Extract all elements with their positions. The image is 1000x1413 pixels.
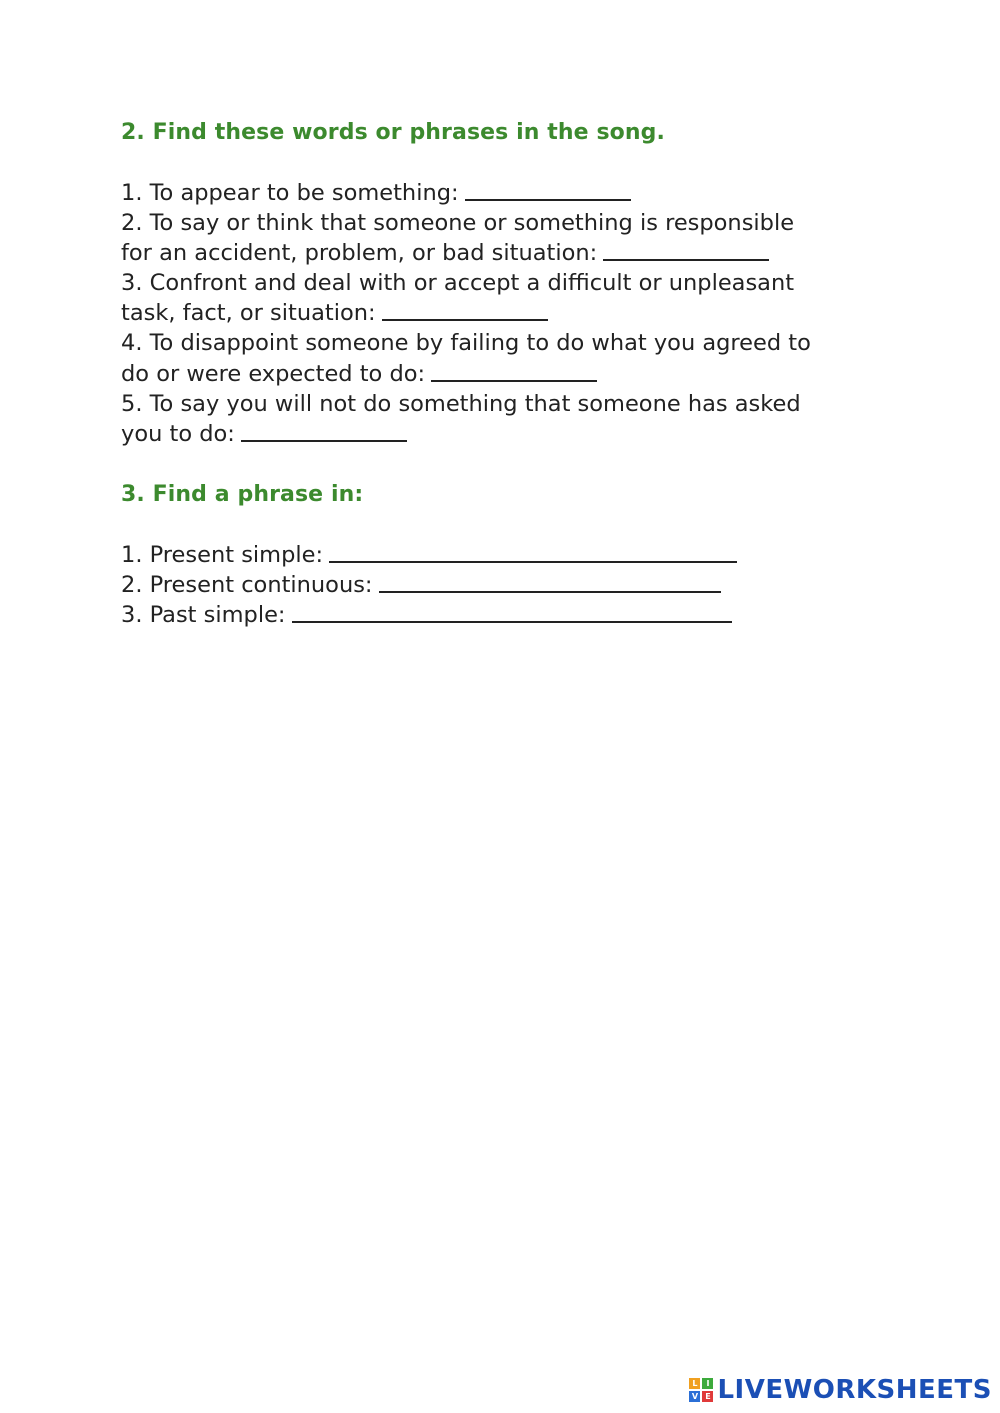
list-item: 2. To say or think that someone or something is responsible: [121, 210, 795, 237]
logo-text: LIVEWORKSHEETS: [717, 1375, 992, 1405]
section-2-items: [121, 178, 881, 449]
list-item: 3. Past simple:: [121, 600, 881, 630]
list-item: 3. Confront and deal with or accept a difficult or unpleasant: [121, 270, 795, 297]
answer-blank-present-continuous[interactable]: [379, 591, 721, 593]
list-item: do or were expected to do:: [121, 359, 881, 389]
answer-blank-2[interactable]: [603, 259, 769, 261]
list-item: 5. To say you will not do something that someone has asked: [121, 390, 801, 417]
list-item: 1. Present simple:: [121, 540, 881, 570]
liveworksheets-logo: [689, 1375, 992, 1405]
section-2-heading: 2. Find these words or phrases in the song.: [121, 120, 665, 145]
list-item: 4. To disappoint someone by failing to do what you agreed to: [121, 330, 811, 357]
section-3-heading: 3. Find a phrase in:: [121, 482, 364, 507]
list-item: 1. To appear to be something:: [121, 178, 881, 208]
answer-blank-3[interactable]: [382, 319, 548, 321]
list-item: for an accident, problem, or bad situation:: [121, 238, 881, 268]
answer-blank-4[interactable]: [431, 380, 597, 382]
answer-blank-present-simple[interactable]: [329, 561, 737, 563]
answer-blank-past-simple[interactable]: [292, 621, 732, 623]
section-3-items: [121, 540, 881, 630]
answer-blank-5[interactable]: [241, 440, 407, 442]
answer-blank-1[interactable]: [465, 199, 631, 201]
list-item: task, fact, or situation:: [121, 298, 881, 328]
list-item: you to do:: [121, 419, 881, 449]
logo-mark-icon: L I V E: [689, 1378, 713, 1402]
list-item: 2. Present continuous:: [121, 570, 881, 600]
